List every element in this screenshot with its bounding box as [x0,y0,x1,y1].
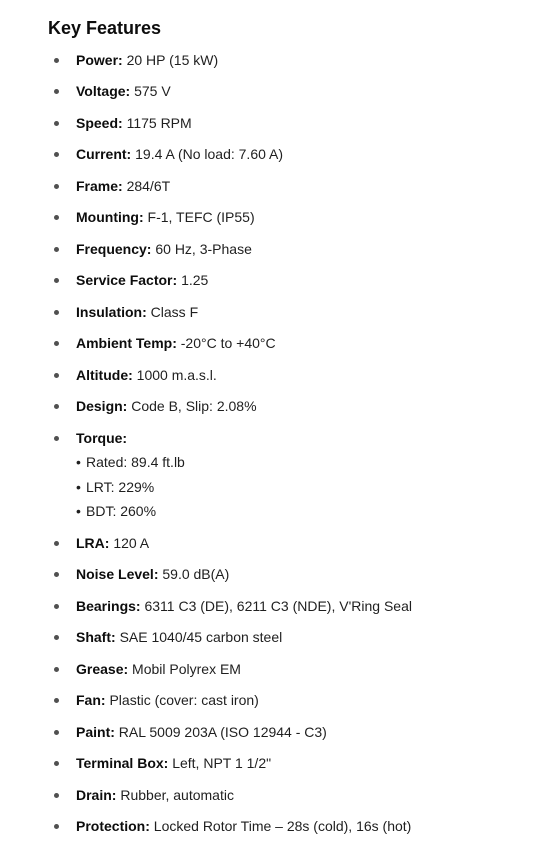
feature-value: Mobil Polyrex EM [132,661,241,677]
feature-label: Speed: [76,115,123,131]
feature-label: Ambient Temp: [76,335,177,351]
feature-value: 1000 m.a.s.l. [136,367,217,383]
feature-label: Noise Level: [76,566,159,582]
bullet-icon [54,373,59,378]
bullet-icon [54,247,59,252]
feature-label: Bearings: [76,598,141,614]
bullet-icon [54,58,59,63]
feature-label: Current: [76,146,132,162]
feature-label: Service Factor: [76,272,178,288]
bullet-icon [54,635,59,640]
feature-value: Left, NPT 1 1/2" [172,755,272,771]
bullet-icon [54,667,59,672]
feature-value: Class F [150,304,199,320]
sub-bullet-icon: • [76,454,81,470]
feature-value: RAL 5009 203A (ISO 12944 - C3) [118,724,327,740]
bullet-icon [54,761,59,766]
page-title: Key Features [48,18,162,38]
feature-label: Power: [76,52,123,68]
feature-label: Drain: [76,787,117,803]
feature-value: 575 V [134,83,171,99]
bullet-icon [54,436,59,441]
feature-label: Torque: [76,430,128,446]
feature-label: Fan: [76,692,106,708]
bullet-icon [54,698,59,703]
feature-label: Frequency: [76,241,152,257]
feature-value: 284/6T [126,178,171,194]
torque-sub-item-lrt [76,477,154,497]
bullet-icon [54,89,59,94]
bullet-icon [54,730,59,735]
torque-bdt-text: BDT: 260% [86,503,157,519]
feature-label: Terminal Box: [76,755,169,771]
feature-value: -20°C to +40°C [180,335,276,351]
bullet-icon [54,341,59,346]
bullet-icon [54,152,59,157]
bullet-icon [54,404,59,409]
feature-label: Shaft: [76,629,116,645]
feature-value: 19.4 A (No load: 7.60 A) [135,146,284,162]
torque-sub-item-bdt [76,501,156,521]
feature-label: Mounting: [76,209,144,225]
feature-value: Code B, Slip: 2.08% [131,398,257,414]
bullet-icon [54,184,59,189]
feature-value: Plastic (cover: cast iron) [109,692,259,708]
feature-value: 1.25 [181,272,209,288]
feature-label: Insulation: [76,304,147,320]
feature-value: 1175 RPM [126,115,192,131]
bullet-icon [54,541,59,546]
sub-bullet-icon: • [76,479,81,495]
torque-rated-text: Rated: 89.4 ft.lb [86,454,185,470]
feature-label: Design: [76,398,128,414]
feature-value: 20 HP (15 kW) [126,52,219,68]
torque-lrt-text: LRT: 229% [86,479,155,495]
feature-value: Locked Rotor Time – 28s (cold), 16s (hot) [153,818,412,834]
bullet-icon [54,824,59,829]
bullet-icon [54,604,59,609]
feature-label: Grease: [76,661,129,677]
feature-value: 59.0 dB(A) [162,566,230,582]
feature-value: 60 Hz, 3-Phase [155,241,252,257]
bullet-icon [54,793,59,798]
feature-label: LRA: [76,535,110,551]
torque-sub-item-rated [76,452,185,472]
bullet-icon [54,121,59,126]
feature-label: Voltage: [76,83,131,99]
feature-label: Altitude: [76,367,133,383]
feature-label: Paint: [76,724,115,740]
feature-label: Frame: [76,178,123,194]
bullet-icon [54,572,59,577]
feature-value: Rubber, automatic [120,787,234,803]
sub-bullet-icon: • [76,503,81,519]
feature-label: Protection: [76,818,150,834]
feature-value: F-1, TEFC (IP55) [147,209,255,225]
bullet-icon [54,278,59,283]
bullet-icon [54,215,59,220]
bullet-icon [54,310,59,315]
feature-value: SAE 1040/45 carbon steel [119,629,283,645]
feature-value: 6311 C3 (DE), 6211 C3 (NDE), V'Ring Seal [144,598,412,614]
feature-value: 120 A [113,535,150,551]
